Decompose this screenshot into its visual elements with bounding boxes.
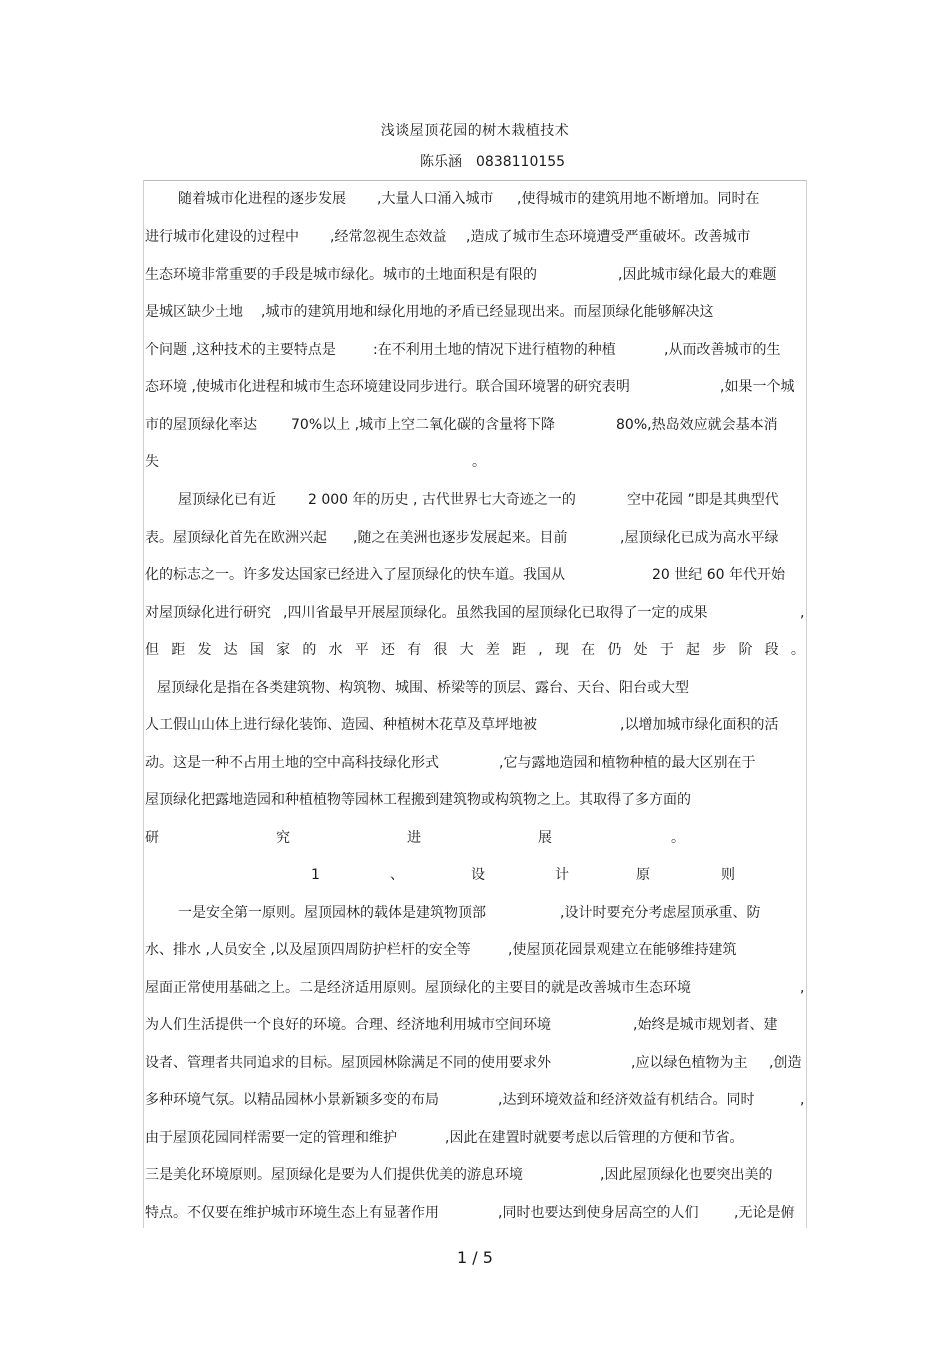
text-segment: ,应以绿色植物为主 [631, 1055, 748, 1071]
text-line [145, 340, 805, 360]
text-line [145, 189, 805, 209]
text-segment: 20 世纪 60 年代开始 [652, 567, 785, 583]
text-char: 但 [145, 642, 159, 658]
text-char: 在 [581, 642, 596, 658]
text-segment: ,同时也要达到使身居高空的人们 [498, 1205, 699, 1221]
text-line [145, 678, 805, 698]
author-line [420, 151, 579, 171]
document-title: 浅谈屋顶花园的树木栽植技术 [380, 123, 570, 139]
author-id: 0838110155 [476, 154, 566, 170]
section-heading [145, 865, 805, 885]
text-segment: , [800, 1092, 805, 1108]
text-char: 水 [328, 642, 343, 658]
text-segment: 生态环境非常重要的手段是城市绿化。城市的土地面积是有限的 [145, 267, 537, 283]
text-segment: 失 [145, 454, 159, 470]
text-line [145, 1090, 805, 1110]
text-segment: ,因此城市绿化最大的难题 [618, 267, 777, 283]
text-segment: 进 [407, 830, 421, 846]
text-segment: 。 [671, 830, 685, 846]
text-segment: ,因此屋顶绿化也要突出美的 [600, 1167, 773, 1183]
text-char: 很 [433, 642, 448, 658]
text-segment: , [800, 980, 805, 996]
text-line [145, 978, 805, 998]
text-segment: 特点。不仅要在维护城市环境生态上有显著作用 [145, 1205, 439, 1221]
text-char: 的 [302, 642, 317, 658]
text-segment: 动。这是一种不占用土地的空中高科技绿化形式 [145, 755, 439, 771]
text-segment: 80%,热岛效应就会基本消 [616, 417, 778, 433]
text-char: 阶 [738, 642, 753, 658]
text-segment: 人工假山山体上进行绿化装饰、造园、种植树木花草及草坪地被 [145, 717, 537, 733]
frame-right-border [806, 180, 807, 1228]
heading-char: 原 [636, 867, 650, 883]
text-line [145, 415, 805, 435]
text-line [145, 528, 805, 548]
text-segment: 设者、管理者共同追求的目标。屋顶园林除满足不同的使用要求外 [145, 1055, 551, 1071]
text-line [145, 377, 805, 397]
text-char: 段 [764, 642, 779, 658]
text-segment: 随着城市化进程的逐步发展 [178, 191, 346, 207]
text-segment: 水、排水 ,人员安全 ,以及屋顶四周防护栏杆的安全等 [145, 942, 471, 958]
text-segment: 研 [145, 830, 159, 846]
text-char: 大 [459, 642, 474, 658]
text-line [145, 1203, 805, 1223]
text-segment: 一是安全第一原则。屋顶园林的载体是建筑物顶部 [178, 905, 486, 921]
text-line [145, 715, 805, 735]
text-line [145, 903, 805, 923]
text-line [145, 227, 805, 247]
text-char: 发 [197, 642, 212, 658]
text-segment: 展 [538, 830, 552, 846]
text-char: 起 [686, 642, 701, 658]
text-segment: ,经常忽视生态效益 [330, 229, 447, 245]
frame-left-border [143, 180, 144, 1228]
text-char: 国 [249, 642, 264, 658]
heading-char: 则 [721, 867, 735, 883]
text-line [145, 490, 805, 510]
text-line [145, 1165, 805, 1185]
text-segment: 为人们生活提供一个良好的环境。合理、经济地利用城市空间环境 [145, 1017, 551, 1033]
text-segment: ,屋顶绿化已成为高水平绿 [620, 530, 779, 546]
text-segment: 屋顶绿化把露地造园和种植植物等园林工程搬到建筑物或构筑物之上。其取得了多方面的 [145, 792, 691, 808]
text-segment: 屋面正常使用基础之上。二是经济适用原则。屋顶绿化的主要目的就是改善城市生态环境 [145, 980, 691, 996]
text-line [145, 828, 805, 848]
text-segment: ,设计时要充分考虑屋顶承重、防 [560, 905, 761, 921]
text-line-justified [145, 640, 805, 660]
text-char: 平 [354, 642, 369, 658]
text-segment: 多种环境气氛。以精品园林小景新颖多变的布局 [145, 1092, 439, 1108]
text-segment: ,创造 [769, 1055, 802, 1071]
text-segment: 70%以上 ,城市上空二氧化碳的含量将下降 [291, 417, 556, 433]
text-segment: ,达到环境效益和经济效益有机结合。同时 [498, 1092, 755, 1108]
text-char: 家 [276, 642, 291, 658]
text-char: 差 [485, 642, 500, 658]
text-line [145, 603, 805, 623]
text-segment: ,城市的建筑用地和绿化用地的矛盾已经显现出来。而屋顶绿化能够解决这 [261, 304, 714, 320]
text-line [145, 1128, 805, 1148]
text-char: 距 [171, 642, 186, 658]
text-segment: 个问题 ,这种技术的主要特点是 [145, 342, 336, 358]
text-char: 有 [407, 642, 422, 658]
text-segment: 究 [276, 830, 290, 846]
heading-char: 设 [471, 867, 485, 883]
text-segment: 2 000 年的历史 , 古代世界七大奇迹之一的 [308, 492, 576, 508]
text-segment: 表。屋顶绿化首先在欧洲兴起 [145, 530, 327, 546]
text-segment: ,四川省最早开展屋顶绿化。虽然我国的屋顶绿化已取得了一定的成果 [283, 605, 708, 621]
text-segment: ,随之在美洲也逐步发展起来。目前 [353, 530, 568, 546]
text-char: 处 [633, 642, 648, 658]
text-char: 达 [223, 642, 238, 658]
text-segment: 对屋顶绿化进行研究 [145, 605, 271, 621]
text-line [145, 265, 805, 285]
text-segment: ,从而改善城市的生 [664, 342, 781, 358]
text-segment: 屋顶绿化是指在各类建筑物、构筑物、城围、桥梁等的顶层、露台、天台、阳台或大型 [157, 680, 689, 696]
text-segment: 是城区缺少土地 [145, 304, 243, 320]
text-line [145, 302, 805, 322]
text-segment: ,如果一个城 [720, 379, 795, 395]
text-segment: ,使屋顶花园景观建立在能够维持建筑 [508, 942, 737, 958]
text-segment: 三是美化环境原则。屋顶绿化是要为人们提供优美的游息环境 [145, 1167, 523, 1183]
text-segment: :在不利用土地的情况下进行植物的种植 [373, 342, 616, 358]
text-char: 仍 [607, 642, 622, 658]
text-segment: 由于屋顶花园同样需要一定的管理和维护 [145, 1130, 397, 1146]
text-segment: ,大量人口涌入城市 [377, 191, 494, 207]
text-char: , [538, 642, 543, 658]
text-line [145, 565, 805, 585]
text-segment: ,使得城市的建筑用地不断增加。同时在 [517, 191, 760, 207]
text-char: 。 [790, 642, 805, 658]
text-segment: ,它与露地造园和植物种植的最大区别在于 [499, 755, 756, 771]
text-char: 还 [380, 642, 395, 658]
text-segment: 市的屋顶绿化率达 [145, 417, 257, 433]
text-segment: 进行城市化建设的过程中 [145, 229, 299, 245]
text-line [145, 940, 805, 960]
text-char: 距 [512, 642, 527, 658]
heading-char: 计 [555, 867, 569, 883]
frame-top-border [143, 180, 807, 181]
text-segment: ,无论是俯 [734, 1205, 795, 1221]
text-line [145, 790, 805, 810]
text-line [145, 753, 805, 773]
text-line [145, 1015, 805, 1035]
text-segment: ,造成了城市生态环境遭受严重破坏。改善城市 [466, 229, 751, 245]
text-segment: 态环境 ,使城市化进程和城市生态环境建设同步进行。联合国环境署的研究表明 [145, 379, 630, 395]
text-char: 于 [659, 642, 674, 658]
page-number: 1 / 5 [457, 1248, 493, 1267]
heading-char: 1 [311, 867, 320, 883]
heading-char: 、 [390, 867, 404, 883]
text-line [145, 452, 805, 472]
text-segment: 屋顶绿化已有近 [178, 492, 276, 508]
text-segment: 化的标志之一。许多发达国家已经进入了屋顶绿化的快车道。我国从 [145, 567, 565, 583]
text-segment: 。 [472, 454, 486, 470]
author-name: 陈乐涵 [420, 154, 462, 170]
text-char: 步 [712, 642, 727, 658]
text-char: 现 [554, 642, 569, 658]
text-segment: , [800, 605, 805, 621]
text-segment: 空中花园 ”即是其典型代 [627, 492, 779, 508]
text-segment: ,以增加城市绿化面积的活 [620, 717, 779, 733]
text-segment: ,因此在建置时就要考虑以后管理的方便和节省。 [445, 1130, 744, 1146]
text-line [145, 1053, 805, 1073]
text-segment: ,始终是城市规划者、建 [633, 1017, 778, 1033]
